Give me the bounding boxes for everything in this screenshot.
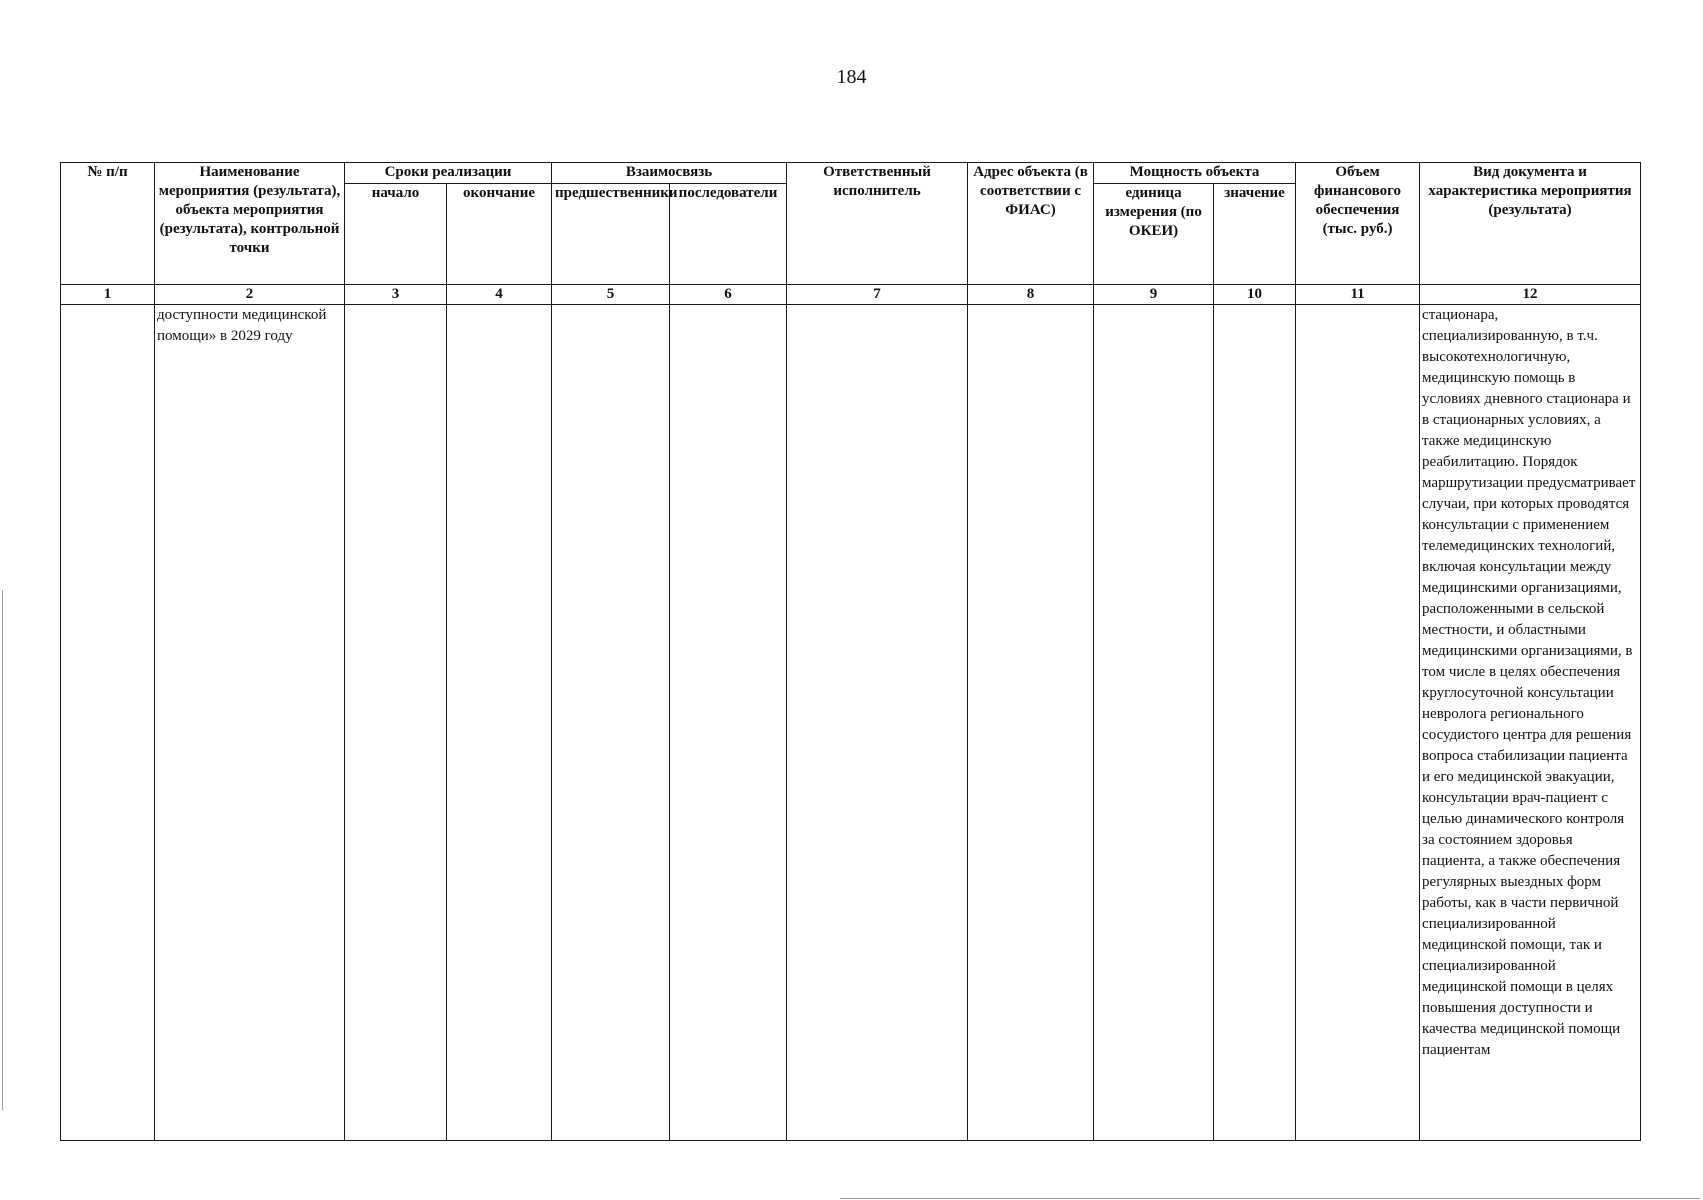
column-number: 8	[968, 285, 1094, 305]
column-number: 5	[552, 285, 670, 305]
page-number: 184	[836, 66, 867, 88]
table-row	[61, 305, 1641, 1141]
cell-finance	[1296, 305, 1420, 1141]
cell-capacity-unit	[1094, 305, 1214, 1141]
header-capacity-value: значение	[1214, 184, 1296, 285]
scan-artifact-bottom	[840, 1198, 1700, 1199]
header-row-top	[61, 163, 1641, 184]
header-relation-pred: предшественники	[552, 184, 670, 285]
scan-artifact-left	[2, 590, 3, 1110]
header-address: Адрес объекта (в соответствии с ФИАС)	[968, 163, 1094, 285]
column-number: 11	[1296, 285, 1420, 305]
activity-plan-table	[60, 162, 1641, 1141]
cell-start	[345, 305, 447, 1141]
cell-doc-description: стационара, специализированную, в т.ч. высокотехнологичную, медицинскую помощь в условиях дневного стационара и в стационарных условиях, а также медицинскую реабилитацию. Порядок маршрутизации предусматривает случаи, при которых проводятся консультации с применением телемедицинских технологий, включая консультации между медицинскими организациями, расположенными в сельской местности, и областными медицинскими организациями, в том числе в целях обеспечения круглосуточной консультации невролога регионального сосудистого центра для решения вопроса стабилизации пациента и его медицинской эвакуации, консультации врач-пациент с целью динамического контроля за состоянием здоровья пациента, а также обеспечения регулярных выездных форм работы, как в части первичной специализированной медицинской помощи, так и специализированной медицинской помощи в целях повышения доступности и качества медицинской помощи пациентам	[1420, 305, 1641, 1141]
column-number: 1	[61, 285, 155, 305]
column-number: 7	[787, 285, 968, 305]
column-number: 9	[1094, 285, 1214, 305]
header-capacity: Мощность объекта	[1094, 163, 1296, 184]
column-number: 12	[1420, 285, 1641, 305]
cell-responsible	[787, 305, 968, 1141]
header-terms: Сроки реализации	[345, 163, 552, 184]
column-number: 10	[1214, 285, 1296, 305]
column-number: 3	[345, 285, 447, 305]
cell-address	[968, 305, 1094, 1141]
header-relation-succ: последователи	[670, 184, 787, 285]
header-responsible: Ответственный исполнитель	[787, 163, 968, 285]
cell-successors	[670, 305, 787, 1141]
header-doc: Вид документа и характеристика мероприятия (результата)	[1420, 163, 1641, 285]
cell-num	[61, 305, 155, 1141]
column-number: 6	[670, 285, 787, 305]
header-terms-end: окончание	[447, 184, 552, 285]
cell-capacity-value	[1214, 305, 1296, 1141]
header-terms-start: начало	[345, 184, 447, 285]
header-capacity-unit: единица измерения (по ОКЕИ)	[1094, 184, 1214, 285]
header-name: Наименование мероприятия (результата), объекта мероприятия (результата), контрольной точки	[155, 163, 345, 285]
cell-predecessors	[552, 305, 670, 1141]
column-number: 2	[155, 285, 345, 305]
column-number: 4	[447, 285, 552, 305]
cell-end	[447, 305, 552, 1141]
column-number-row	[61, 285, 1641, 305]
header-relation: Взаимосвязь	[552, 163, 787, 184]
cell-name: доступности медицинской помощи» в 2029 году	[155, 305, 345, 1141]
header-num: № п/п	[61, 163, 155, 285]
header-finance: Объем финансового обеспечения (тыс. руб.)	[1296, 163, 1420, 285]
